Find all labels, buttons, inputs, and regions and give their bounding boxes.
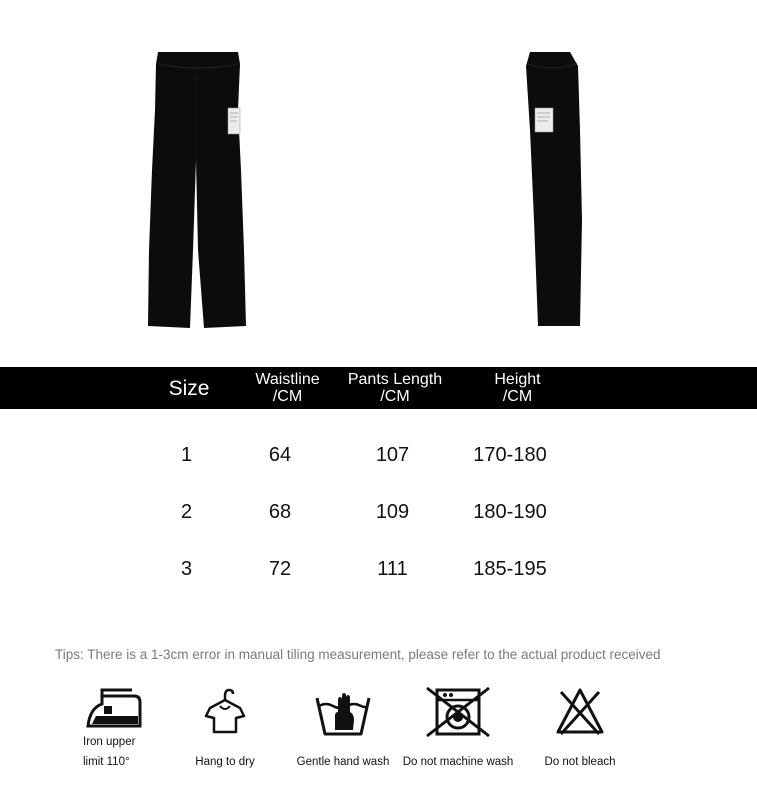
cell-pants-length: 107 (375, 444, 410, 466)
cell-waistline: 64 (268, 444, 292, 466)
product-images (0, 0, 757, 362)
no-machine-wash-icon (398, 686, 518, 738)
care-item-iron (70, 686, 160, 772)
cell-size: 1 (180, 444, 193, 466)
cell-pants-length: 111 (377, 558, 408, 580)
measurement-tips: Tips: There is a 1-3cm error in manual tiling measurement, please refer to the actual product received (55, 647, 661, 662)
pants-front-view-image (146, 50, 246, 330)
care-item-no-machine-wash (398, 686, 518, 772)
care-item-hang-dry (185, 686, 265, 772)
cell-size: 3 (180, 558, 193, 580)
care-label: Do not bleach (544, 756, 616, 768)
care-item-no-bleach (535, 686, 625, 772)
pants-side-view-image (520, 50, 590, 330)
table-row (0, 497, 757, 527)
header-height: Height /CM (494, 371, 541, 405)
care-label: Do not machine wash (402, 756, 514, 768)
cell-height: 180-190 (473, 501, 547, 523)
iron-icon (70, 686, 160, 732)
care-label: Iron upper (83, 736, 136, 748)
care-label: Hang to dry (195, 756, 255, 768)
care-item-hand-wash (290, 686, 396, 772)
care-label: Gentle hand wash (296, 756, 390, 768)
cell-size: 2 (180, 501, 193, 523)
hanger-icon (185, 686, 265, 736)
cell-waistline: 72 (268, 558, 292, 580)
size-table-header (0, 367, 757, 409)
cell-waistline: 68 (268, 501, 292, 523)
header-pants-length: Pants Length /CM (347, 371, 443, 405)
cell-pants-length: 109 (375, 501, 410, 523)
header-waistline: Waistline /CM (255, 371, 320, 405)
cell-height: 185-195 (473, 558, 547, 580)
table-row (0, 440, 757, 470)
hand-wash-icon (290, 686, 396, 738)
care-label: limit 110° (83, 756, 130, 768)
cell-height: 170-180 (473, 444, 547, 466)
table-row (0, 554, 757, 584)
no-bleach-icon (535, 686, 625, 736)
header-size: Size (168, 376, 210, 400)
